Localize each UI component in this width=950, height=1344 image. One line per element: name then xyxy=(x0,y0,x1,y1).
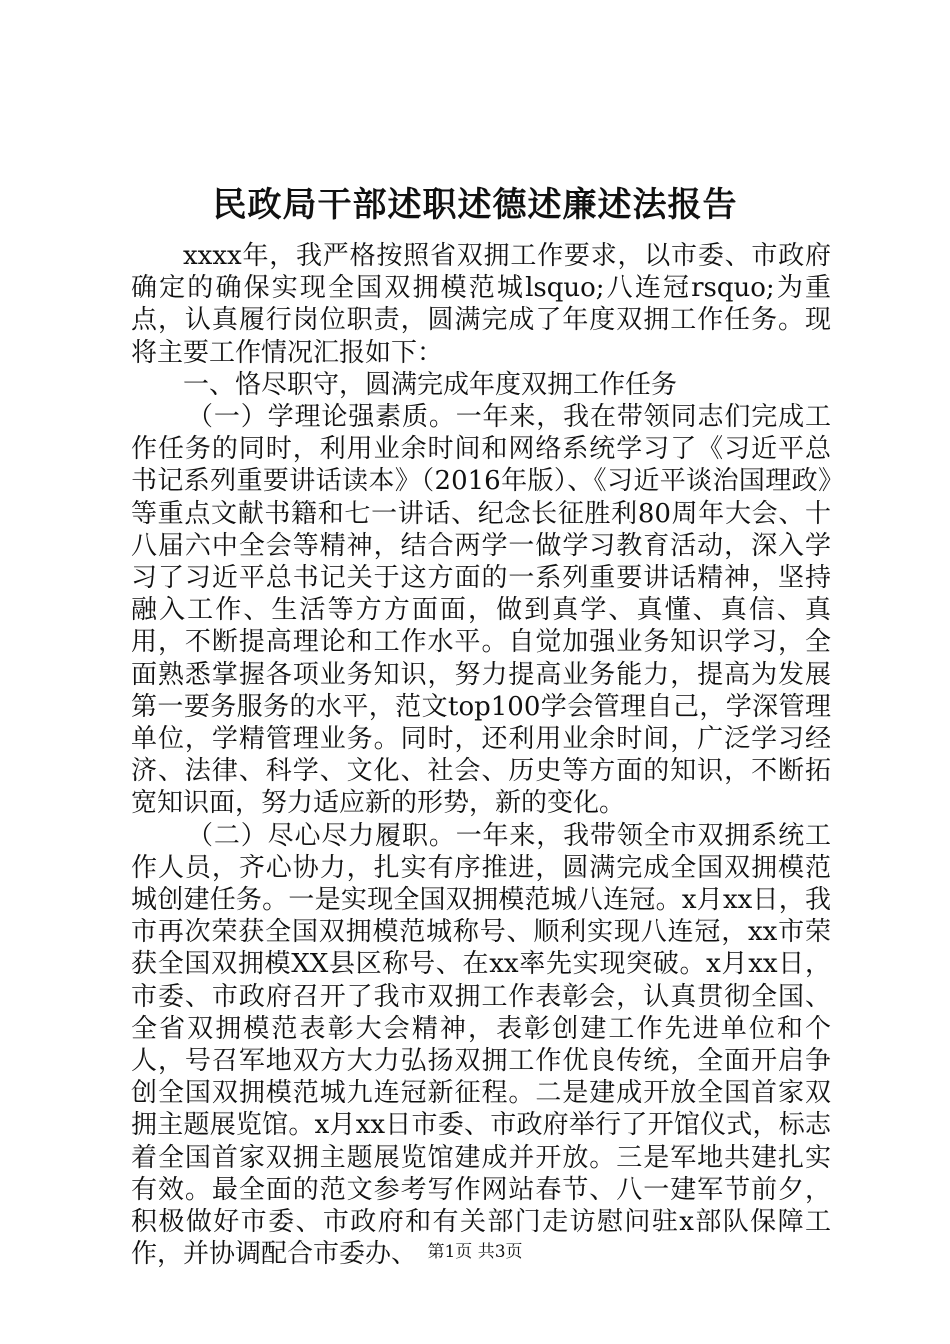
document-body xyxy=(131,240,831,1271)
intro-paragraph: xxxx年，我严格按照省双拥工作要求，以市委、市政府确定的确保实现全国双拥模范城lsquo;八连冠rsquo;为重点，认真履行岗位职责，圆满完成了年度双拥工作任务。现将主要工作情况汇报如下： xyxy=(131,241,831,368)
page-footer: 第1页 共3页 xyxy=(427,1242,523,1262)
subsection-paragraph-2: （二）尽心尽力履职。一年来，我带领全市双拥系统工作人员，齐心协力，扎实有序推进，圆满完成全国双拥模范城创建任务。一是实现全国双拥模范城八连冠。x月xx日，我市再次荣获全国双拥模范城称号、顺利实现八连冠，xx市荣获全国双拥模XX县区称号、在xx率先实现突破。x月xx日，市委、市政府召开了我市双拥工作表彰会，认真贯彻全国、全省双拥模范表彰大会精神，表彰创建工作先进单位和个人，号召军地双方大力弘扬双拥工作优良传统，全面开启争创全国双拥模范城九连冠新征程。二是建成开放全国首家双拥主题展览馆。x月xx日市委、市政府举行了开馆仪式，标志着全国首家双拥主题展览馆建成并开放。三是军地共建扎实有效。最全面的范文参考写作网站春节、八一建军节前夕，积极做好市委、市政府和有关部门走访慰问驻x部队保障工作，并协调配合市委办、 xyxy=(131,820,831,1270)
section-heading: 一、恪尽职守，圆满完成年度双拥工作任务 xyxy=(183,369,678,400)
subsection-paragraph-1: （一）学理论强素质。一年来，我在带领同志们完成工作任务的同时，利用业余时间和网络系统学习了《习近平总书记系列重要讲话读本》（2016年版）、《习近平谈治国理政》等重点文献书籍和七一讲话、纪念长征胜利80周年大会、十八届六中全会等精神，结合两学一做学习教育活动，深入学习了习近平总书记关于这方面的一系列重要讲话精神，坚持融入工作、生活等方方面面，做到真学、真懂、真信、真用，不断提高理论和工作水平。自觉加强业务知识学习，全面熟悉掌握各项业务知识，努力提高业务能力，提高为发展第一要务服务的水平，范文top100学会管理自己，学深管理单位，学精管理业务。同时，还利用业余时间，广泛学习经济、法律、科学、文化、社会、历史等方面的知识，不断拓宽知识面，努力适应新的形势，新的变化。 xyxy=(131,402,831,819)
document-title: 民政局干部述职述德述廉述法报告 xyxy=(212,185,738,225)
